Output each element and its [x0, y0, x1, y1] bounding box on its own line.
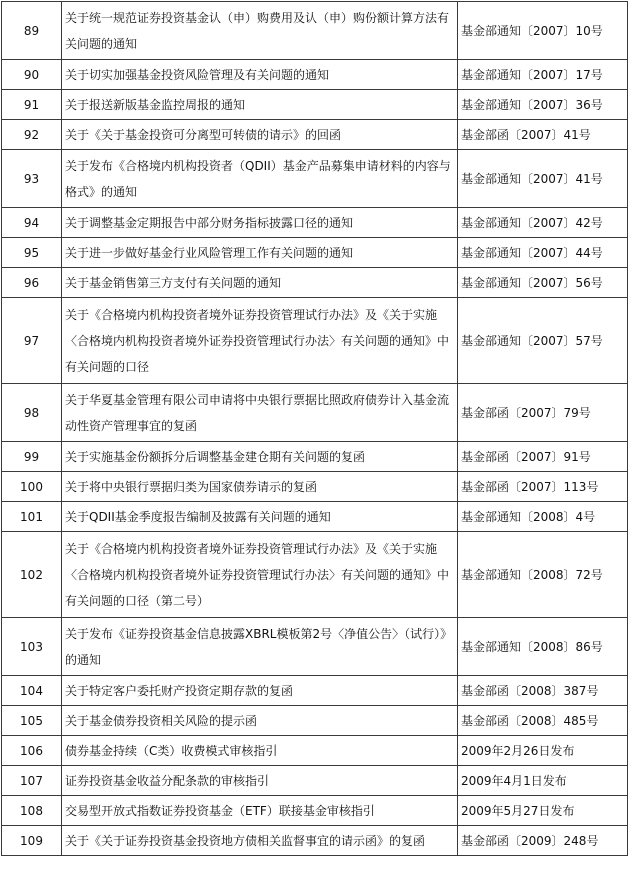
table-row — [2, 706, 628, 736]
table-row — [2, 618, 628, 676]
row-number: 91 — [2, 90, 62, 120]
document-reference: 基金部通知〔2007〕36号 — [458, 90, 628, 120]
table-row — [2, 442, 628, 472]
document-title: 关于基金销售第三方支付有关问题的通知 — [62, 268, 458, 298]
table-row — [2, 2, 628, 60]
document-reference: 基金部函〔2007〕41号 — [458, 120, 628, 150]
row-number: 99 — [2, 442, 62, 472]
document-title: 关于实施基金份额拆分后调整基金建仓期有关问题的复函 — [62, 442, 458, 472]
row-number: 102 — [2, 532, 62, 618]
document-reference: 基金部通知〔2007〕44号 — [458, 238, 628, 268]
document-title: 关于《合格境内机构投资者境外证券投资管理试行办法》及《关于实施〈合格境内机构投资者境外证券投资管理试行办法〉有关问题的通知》中有关问题的口径 — [62, 298, 458, 384]
table-row — [2, 384, 628, 442]
row-number: 90 — [2, 60, 62, 90]
table-row — [2, 472, 628, 502]
table-row — [2, 90, 628, 120]
table-row — [2, 60, 628, 90]
row-number: 101 — [2, 502, 62, 532]
document-reference: 基金部函〔2007〕79号 — [458, 384, 628, 442]
table-row — [2, 208, 628, 238]
row-number: 108 — [2, 796, 62, 826]
document-title: 交易型开放式指数证券投资基金（ETF）联接基金审核指引 — [62, 796, 458, 826]
document-title: 关于发布《证券投资基金信息披露XBRL模板第2号〈净值公告〉（试行）》的通知 — [62, 618, 458, 676]
document-reference: 2009年2月26日发布 — [458, 736, 628, 766]
document-title: 关于《合格境内机构投资者境外证券投资管理试行办法》及《关于实施〈合格境内机构投资者境外证券投资管理试行办法〉有关问题的通知》中有关问题的口径（第二号） — [62, 532, 458, 618]
row-number: 98 — [2, 384, 62, 442]
document-title: 关于进一步做好基金行业风险管理工作有关问题的通知 — [62, 238, 458, 268]
row-number: 107 — [2, 766, 62, 796]
row-number: 89 — [2, 2, 62, 60]
table-row — [2, 532, 628, 618]
row-number: 97 — [2, 298, 62, 384]
document-reference: 基金部通知〔2007〕10号 — [458, 2, 628, 60]
document-reference: 基金部函〔2008〕485号 — [458, 706, 628, 736]
document-reference: 2009年5月27日发布 — [458, 796, 628, 826]
document-title: 关于QDII基金季度报告编制及披露有关问题的通知 — [62, 502, 458, 532]
document-reference: 基金部通知〔2007〕57号 — [458, 298, 628, 384]
document-title: 关于《关于基金投资可分离型可转债的请示》的回函 — [62, 120, 458, 150]
document-reference: 基金部通知〔2008〕86号 — [458, 618, 628, 676]
document-title: 关于《关于证券投资基金投资地方债相关监督事宜的请示函》的复函 — [62, 826, 458, 856]
document-title: 关于统一规范证券投资基金认（申）购费用及认（申）购份额计算方法有关问题的通知 — [62, 2, 458, 60]
table-row — [2, 736, 628, 766]
table-row — [2, 766, 628, 796]
row-number: 104 — [2, 676, 62, 706]
row-number: 92 — [2, 120, 62, 150]
row-number: 103 — [2, 618, 62, 676]
document-reference: 2009年4月1日发布 — [458, 766, 628, 796]
document-title: 债券基金持续（C类）收费模式审核指引 — [62, 736, 458, 766]
table-row — [2, 796, 628, 826]
row-number: 93 — [2, 150, 62, 208]
row-number: 105 — [2, 706, 62, 736]
document-title: 关于将中央银行票据归类为国家债券请示的复函 — [62, 472, 458, 502]
table-row — [2, 676, 628, 706]
row-number: 96 — [2, 268, 62, 298]
document-reference: 基金部通知〔2008〕4号 — [458, 502, 628, 532]
document-reference: 基金部通知〔2007〕42号 — [458, 208, 628, 238]
table-body — [2, 2, 628, 856]
regulation-table — [1, 1, 628, 856]
document-title: 关于报送新版基金监控周报的通知 — [62, 90, 458, 120]
document-reference: 基金部函〔2007〕91号 — [458, 442, 628, 472]
document-title: 关于特定客户委托财产投资定期存款的复函 — [62, 676, 458, 706]
document-reference: 基金部通知〔2007〕17号 — [458, 60, 628, 90]
row-number: 109 — [2, 826, 62, 856]
document-reference: 基金部函〔2007〕113号 — [458, 472, 628, 502]
table-row — [2, 502, 628, 532]
document-title: 关于发布《合格境内机构投资者（QDII）基金产品募集申请材料的内容与格式》的通知 — [62, 150, 458, 208]
document-reference: 基金部函〔2008〕387号 — [458, 676, 628, 706]
document-title: 关于调整基金定期报告中部分财务指标披露口径的通知 — [62, 208, 458, 238]
row-number: 100 — [2, 472, 62, 502]
document-reference: 基金部通知〔2007〕41号 — [458, 150, 628, 208]
document-reference: 基金部通知〔2008〕72号 — [458, 532, 628, 618]
document-title: 关于基金债券投资相关风险的提示函 — [62, 706, 458, 736]
document-title: 关于切实加强基金投资风险管理及有关问题的通知 — [62, 60, 458, 90]
document-reference: 基金部函〔2009〕248号 — [458, 826, 628, 856]
table-row — [2, 826, 628, 856]
document-reference: 基金部通知〔2007〕56号 — [458, 268, 628, 298]
row-number: 94 — [2, 208, 62, 238]
row-number: 106 — [2, 736, 62, 766]
document-title: 证券投资基金收益分配条款的审核指引 — [62, 766, 458, 796]
document-title: 关于华夏基金管理有限公司申请将中央银行票据比照政府债券计入基金流动性资产管理事宜的复函 — [62, 384, 458, 442]
table-row — [2, 238, 628, 268]
row-number: 95 — [2, 238, 62, 268]
table-row — [2, 268, 628, 298]
table-row — [2, 150, 628, 208]
table-row — [2, 298, 628, 384]
table-row — [2, 120, 628, 150]
